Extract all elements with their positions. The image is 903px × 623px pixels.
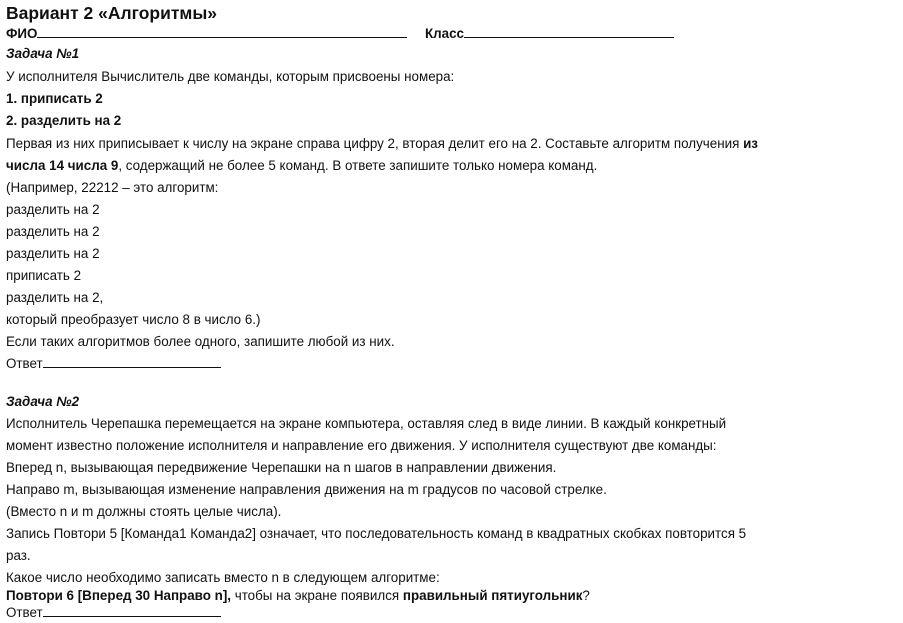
task2-paragraph-line: Какое число необходимо записать вместо n в следующем алгоритме: — [6, 570, 440, 585]
task1-heading: Задача №1 — [6, 46, 80, 61]
task2-paragraph-line: момент известно положение исполнителя и направление его движения. У исполнителя существуют две команды: — [6, 438, 717, 453]
task1-description-line2 — [6, 156, 597, 175]
task2-paragraph-line: Вперед n, вызывающая передвижение Черепашки на n шагов в направлении движения. — [6, 460, 557, 475]
name-class-row — [6, 24, 674, 43]
worksheet-title: Вариант 2 «Алгоритмы» — [6, 3, 218, 23]
task2-question-text: чтобы на экране появился — [231, 588, 403, 603]
task1-intro: У исполнителя Вычислитель две команды, которым присвоены номера: — [6, 69, 455, 84]
task2-answer-label: Ответ — [6, 605, 43, 620]
task1-example-intro: (Например, 22212 – это алгоритм: — [6, 180, 219, 195]
task2-paragraph-line: (Вместо n и m должны стоять целые числа). — [6, 504, 282, 519]
task1-answer-label: Ответ — [6, 356, 43, 371]
task1-example-step: приписать 2 — [6, 268, 82, 283]
task2-paragraph-line: Исполнитель Черепашка перемещается на экране компьютера, оставляя след в виде линии. В каждый конкретный — [6, 416, 727, 431]
task1-note: Если таких алгоритмов более одного, запишите любой из них. — [6, 334, 395, 349]
task2-paragraph-line: Запись Повтори 5 [Команда1 Команда2] означает, что последовательность команд в квадратных скобках повторится 5 — [6, 526, 747, 541]
task2-paragraph-line: Направо m, вызывающая изменение направления движения на m градусов по часовой стрелке. — [6, 482, 607, 497]
task1-example-step: разделить на 2 — [6, 202, 100, 217]
task1-desc-bold-from: из — [743, 136, 758, 151]
task1-answer-field[interactable] — [43, 355, 221, 368]
task1-example-step: разделить на 2, — [6, 290, 104, 305]
task1-example-step: разделить на 2 — [6, 224, 100, 239]
task1-command-2: 2. разделить на 2 — [6, 113, 122, 128]
task2-algorithm-bold: Повтори 6 [Вперед 30 Направо n], — [6, 588, 231, 603]
task2-answer-field[interactable] — [43, 604, 221, 617]
task2-heading: Задача №2 — [6, 394, 80, 409]
task2-answer-row — [6, 603, 221, 622]
task1-example-step: разделить на 2 — [6, 246, 100, 261]
class-blank-field[interactable] — [464, 25, 674, 38]
class-label: Класс — [424, 26, 464, 41]
task2-paragraph-line: раз. — [6, 548, 31, 563]
task1-desc-rest: , содержащий не более 5 команд. В ответе запишите только номера команд. — [118, 158, 598, 173]
task1-answer-row — [6, 354, 221, 373]
task1-desc-text: Первая из них приписывает к числу на экране справа цифру 2, вторая делит его на 2. Составьте алгоритм получения — [6, 136, 744, 151]
task1-command-1: 1. приписать 2 — [6, 91, 103, 106]
task2-shape-bold: правильный пятиугольник — [402, 588, 583, 603]
fio-label: ФИО — [6, 26, 38, 41]
task1-example-result: который преобразует число 8 в число 6.) — [6, 312, 261, 327]
fio-blank-field[interactable] — [37, 25, 407, 38]
task1-desc-bold-numbers: числа 14 числа 9 — [6, 158, 119, 173]
task2-question-mark: ? — [582, 588, 590, 603]
task1-description-line1 — [6, 134, 758, 153]
